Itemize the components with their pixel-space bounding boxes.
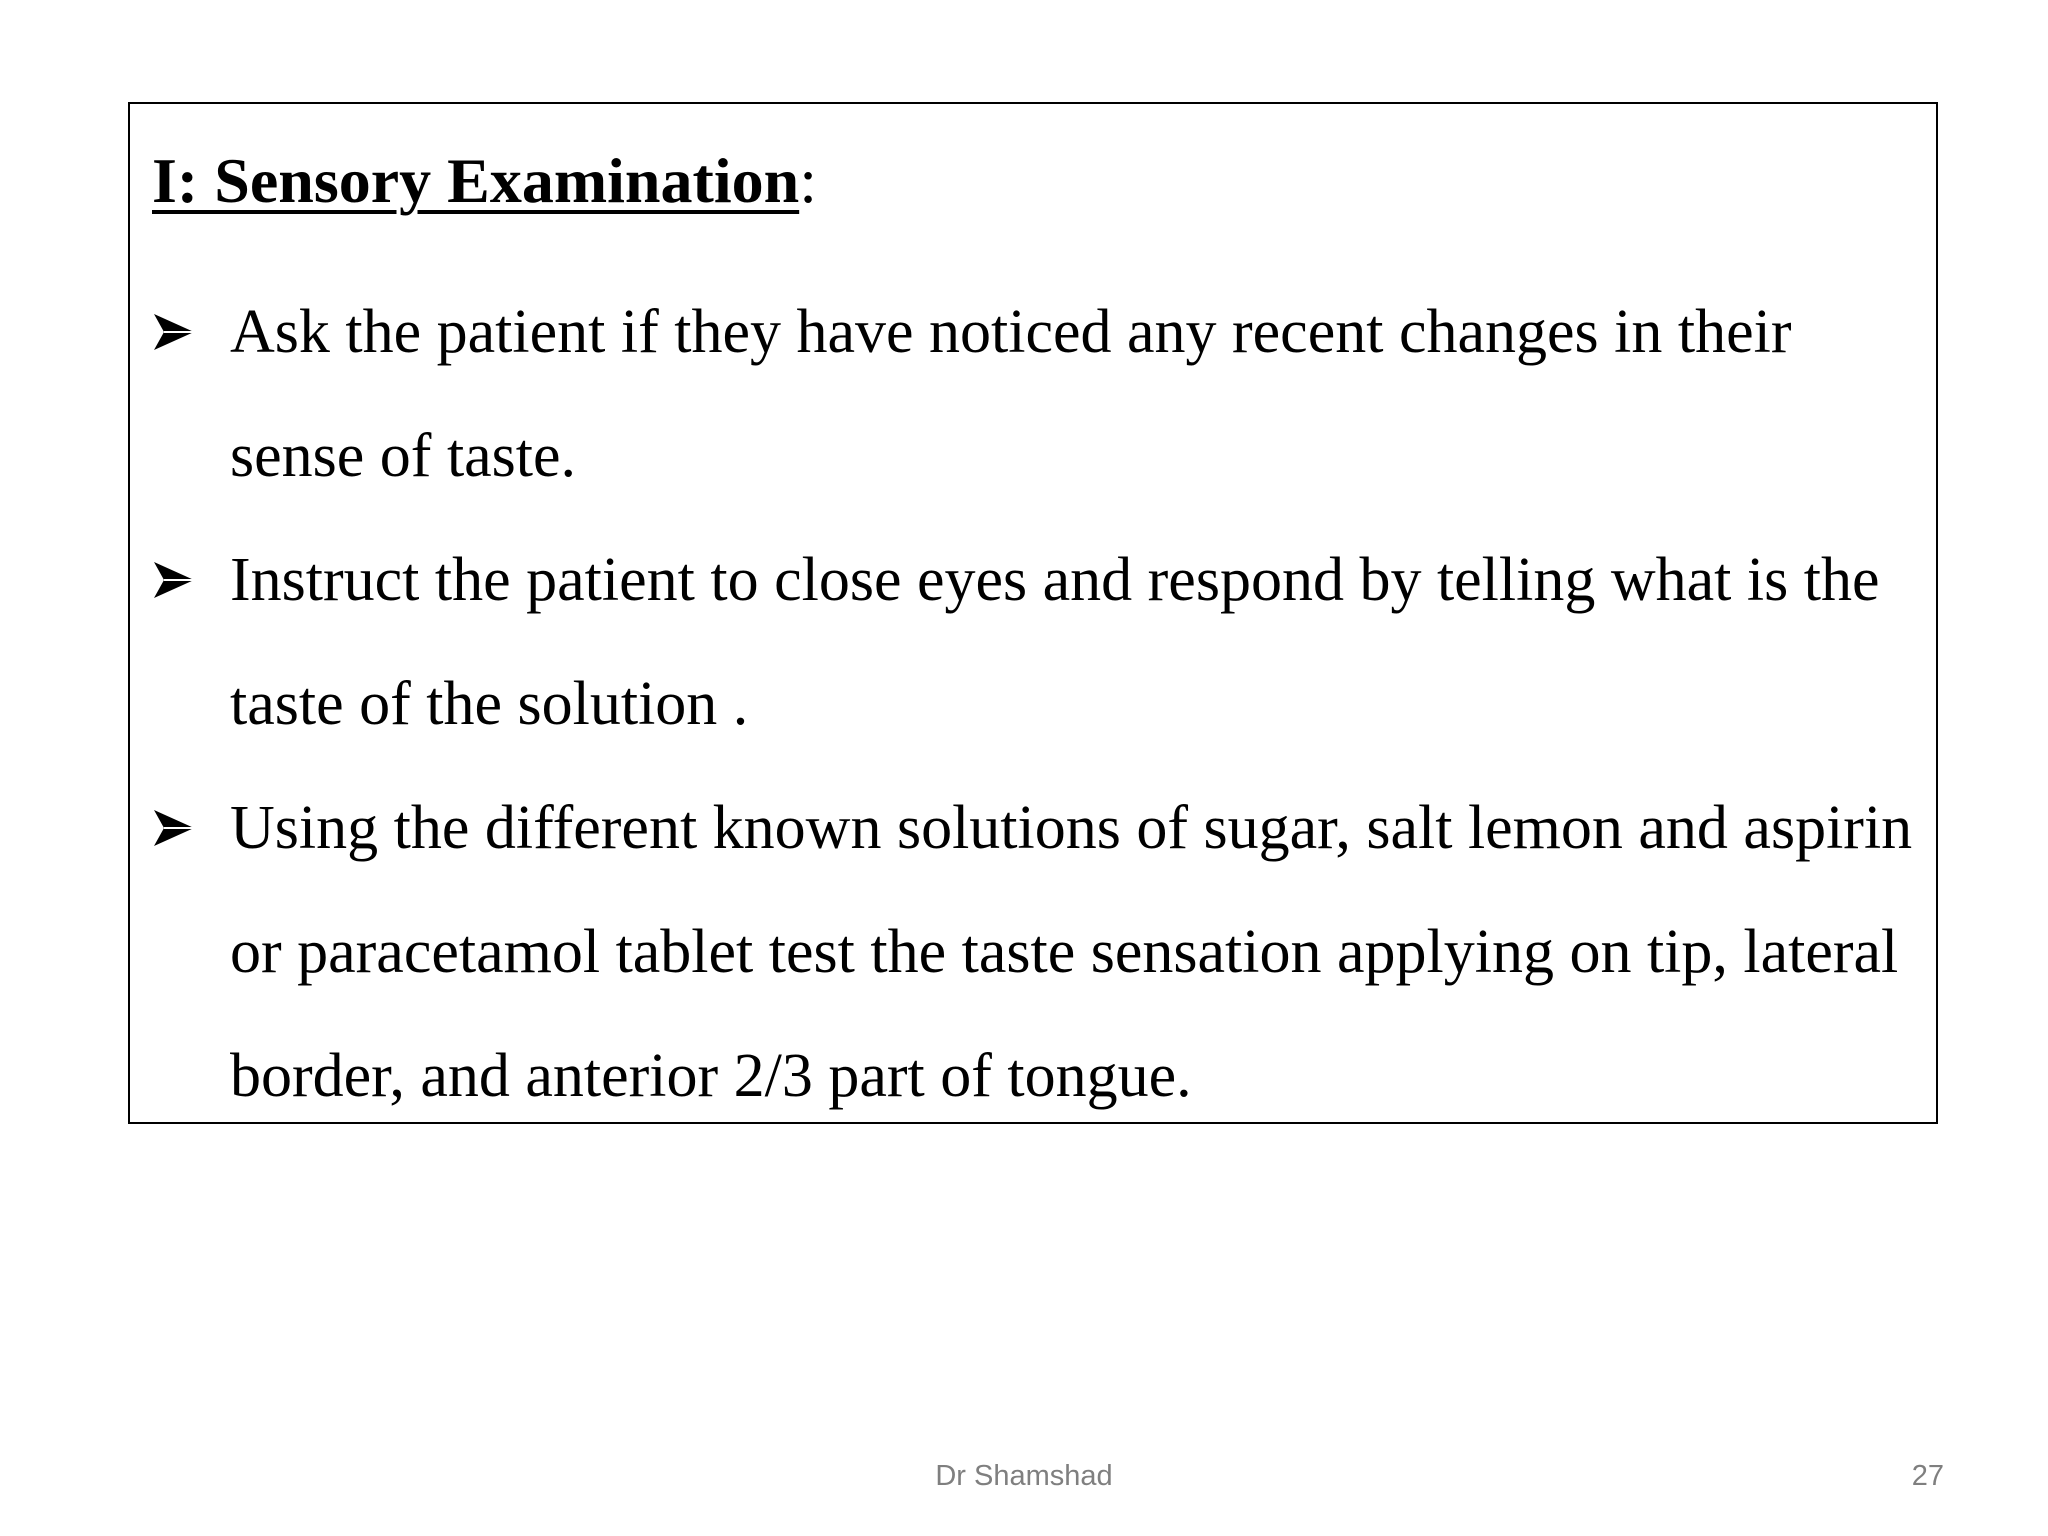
heading-colon: : <box>799 145 817 216</box>
bullet-text: Ask the patient if they have noticed any recent changes in their sense of taste. <box>230 298 1792 490</box>
bullet-item <box>152 270 1932 518</box>
section-heading <box>152 144 817 218</box>
footer-author: Dr Shamshad <box>935 1460 1113 1492</box>
content-box <box>128 102 1938 1124</box>
arrowhead-bullet-icon <box>152 766 208 890</box>
heading-text: I: Sensory Examination <box>152 145 800 216</box>
arrowhead-bullet-icon <box>152 518 208 642</box>
bullet-list <box>152 270 1932 1138</box>
arrowhead-bullet-icon <box>152 270 208 394</box>
bullet-text: Using the different known solutions of sugar, salt lemon and aspirin or paracetamol tablet test the taste sensation applying on tip, lateral border, and anterior 2/3 part of tongue. <box>230 794 1913 1110</box>
bullet-text: Instruct the patient to close eyes and respond by telling what is the taste of the solution . <box>230 546 1880 738</box>
page-number: 27 <box>1911 1460 1944 1492</box>
bullet-item <box>152 766 1932 1138</box>
bullet-item <box>152 518 1932 766</box>
